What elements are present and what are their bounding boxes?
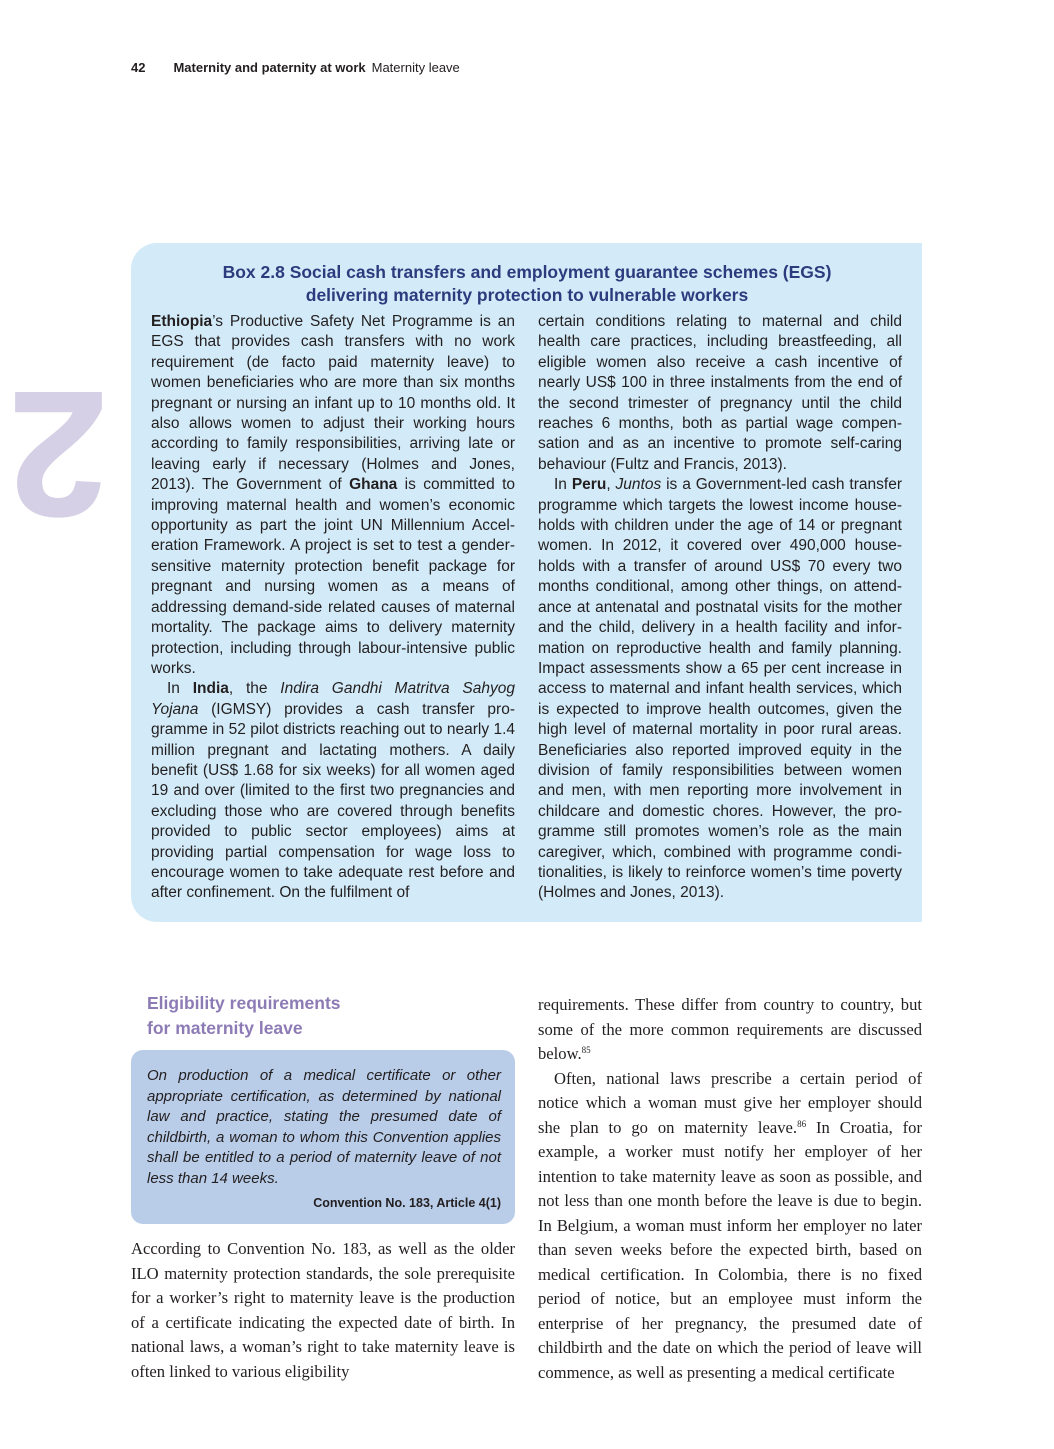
box-title-line2: delivering maternity protection to vulnerable workers <box>305 285 749 305</box>
ethiopia-ghana-paragraph <box>151 312 515 679</box>
convention-quote: On production of a medical certificate or other appropriate certification, as determined by national law and practice, stating the presumed date of childbirth, a woman to whom this Convention applies shall be entitled to a period of maternity leave of not less than 14 weeks. <box>147 1067 501 1187</box>
india-paragraph <box>151 679 515 903</box>
box-title-line1: Box 2.8 Social cash transfers and employment guarantee schemes (EGS) <box>222 262 832 282</box>
india-continued-paragraph: certain conditions relating to maternal and child health care practices, including breastfeeding, all eligible women also receive a cash incentive of nearly US$ 100 in three instalments from the end of the second trimester of pregnancy until the child reaches 6 months, both as partial wage compensation and as an incentive to promote self-caring behaviour (Fultz and Francis, 2013). <box>538 313 902 473</box>
running-header <box>131 60 460 75</box>
body-right-column <box>538 993 922 1385</box>
requirements-text: requirements. These differ from country to country, but some of the more common requirements are discussed below. <box>538 995 922 1063</box>
box-title <box>0 261 1054 307</box>
page-number: 42 <box>131 60 146 75</box>
box-left-column <box>151 312 515 904</box>
eligibility-heading <box>147 991 341 1041</box>
juntos-name: Juntos <box>615 476 662 494</box>
peru-comma: , <box>606 476 616 494</box>
india-label: India <box>192 680 229 698</box>
india-text: (IGMSY) provides a cash transfer programme in 52 pilot districts reaching out to nearly 1.4 million pregnant and lactating mothers. A daily benefit (US$ 1.68 for six weeks) for all women aged 19 and over (limited to the first two pregnancies and excluding those who are covered through benefits provided to public sector employees) aims at providing partial compensation for wage loss to encourage women to take adequate rest before and after confinement. On the fulfilment of <box>151 700 515 902</box>
body-left-paragraph: According to Convention No. 183, as well as the older ILO maternity protection standards, the sole prerequisite for a worker’s right to maternity leave is the production of a certificate indicating the expected date of birth. In national laws, a woman’s right to take maternity leave is often linked to various eligibility <box>131 1239 515 1381</box>
india-prefix: In <box>167 680 193 698</box>
body-right-paragraph-1 <box>538 993 922 1067</box>
body-right-paragraph-2 <box>538 1067 922 1386</box>
peru-paragraph <box>538 475 902 904</box>
convention-citation: Convention No. 183, Article 4(1) <box>313 1196 501 1210</box>
ethiopia-text: ’s Productive Safety Net Programme is an EGS that provides cash transfers with no work requirement (de facto paid maternity leave) to women beneficiaries who are more than six months pregnant or nursing an infant up to 10 months old. It also allows women to adjust their working hours according to family responsibilities, arriving late or leaving early if necessary (Holmes and Jones, 2013). The Government of <box>151 313 515 494</box>
peru-text: is a Government-led cash transfer programme which targets the lowest income households with children under the age of 14 or pregnant women. In 2012, it covered over 490,000 households with a transfer of around US$ 70 every two months conditional, among other things, on attendance at antenatal and postnatal visits for the mother and the child, delivery in a health facility and information on reproductive health and family planning. Impact assessments show a 65 per cent increase in access to maternal and infant health services, which is expected to improve health outcomes, given the high level of maternal mortality in poor rural areas. Beneficiaries also reported improved equity in the division of family responsibilities between women and men, with men reporting more involvement in childcare and domestic chores. However, the programme still promotes women’s role as the main caregiver, which, combined with programme conditionalities, is likely to reinforce women’s time poverty (Holmes and Jones, 2013). <box>538 476 902 902</box>
notice-examples-text: In Croatia, for example, a worker must notify her employer of her intention to take maternity leave as soon as possible, and not less than one month before the leave is due to begin. In Belgium, a woman must inform her employer no later than seven weeks before the expected birth, based on medical certification. In Colombia, there is no fixed period of notice, but an employee must inform the enterprise of her pregnancy, the presumed date of childbirth and the date on which the period of leave will commence, as well as presenting a medical certificate <box>538 1117 922 1382</box>
ghana-label: Ghana <box>349 476 398 494</box>
india-mid: , the <box>228 680 281 698</box>
footnote-ref-85[interactable]: 85 <box>581 1045 591 1055</box>
eligibility-heading-line1: Eligibility requirements <box>147 993 341 1013</box>
footnote-ref-86[interactable]: 86 <box>797 1118 807 1129</box>
header-section: Maternity leave <box>371 60 460 75</box>
igmsy-scheme-name: Indira Gandhi Matritva Sahyog Yojana <box>151 680 516 718</box>
eligibility-heading-line2: for maternity leave <box>147 1018 303 1038</box>
notice-text: Often, national laws prescribe a certain period of notice which a woman must give her employer should she plan to go on maternity leave. <box>538 1068 922 1137</box>
header-title: Maternity and paternity at work <box>173 60 366 75</box>
peru-prefix: In <box>554 476 572 494</box>
box-right-column <box>538 312 902 904</box>
ghana-text: is committed to improving maternal health and women’s economic opportunity as part the joint UN Millennium Acceleration Framework. A project is set to test a gender-sensitive maternity protection benefit package for pregnant and nursing women as a means of addressing demand-side related causes of maternal mortality. The package aims to delivery maternity protection, including through labour-intensive public works. <box>151 476 516 677</box>
body-left-column <box>131 1237 515 1384</box>
chapter-number-glyph: 2 <box>7 353 109 554</box>
chapter-number-marker <box>7 353 109 554</box>
peru-label: Peru <box>571 476 607 494</box>
ethiopia-label: Ethiopia <box>151 313 213 330</box>
